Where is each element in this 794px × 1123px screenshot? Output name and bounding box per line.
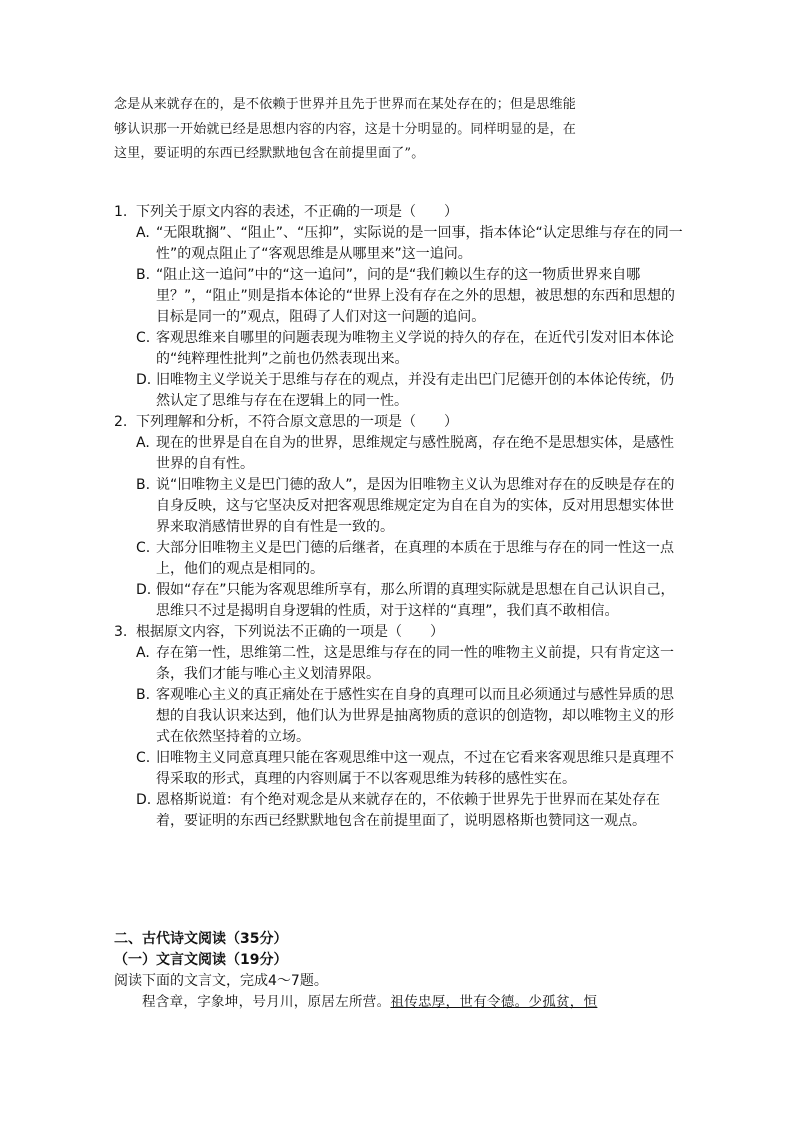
intro-line: 念是从来就存在的，是不依赖于世界并且先于世界而在某处存在的；但是思维能 [114,97,577,112]
question-stem [114,202,686,223]
passage-text: 程含章，字象坤，号月川，原居左所营。 [142,994,391,1010]
question-3 [114,622,686,832]
option-letter: C. [136,330,151,346]
option-d [114,580,686,622]
option-c [114,538,686,580]
option-d [114,790,686,832]
section-heading: 二、古代诗文阅读（35分） [114,931,288,947]
option-letter: A. [136,435,150,451]
option-letter: D. [136,372,152,388]
intro-line: 够认识那一开始就已经是思想内容的内容，这是十分明显的。同样明显的是，在 [114,121,577,137]
intro-paragraph [114,93,686,167]
option-text: “阻止这一追问”中的“这一追问”，问的是“我们赖以生存的这一物质世界来自哪里？”，“阻止”则是指本体论的“世界上没有存在之外的思想，被思想的东西和思想的目标是同一的”观点，阻碍了人们对这一问题的追问。 [156,267,676,325]
option-a [114,223,686,265]
option-c [114,748,686,790]
option-letter: B. [136,477,151,493]
section-subheading: （一）文言文阅读（19分） [114,952,288,968]
option-d [114,370,686,412]
option-letter: C. [136,750,151,766]
option-letter: A. [136,645,150,661]
option-b [114,685,686,748]
question-number: 2. [114,414,128,430]
option-text: 大部分旧唯物主义是巴门德的后继者，在真理的本质在于思维与存在的同一性这一点上，他们的观点是相同的。 [156,540,674,577]
question-2 [114,412,686,622]
option-text: 客观思维来自哪里的问题表现为唯物主义学说的持久的存在，在近代引发对旧本体论的“纯粹理性批判”之前也仍然表现出来。 [156,330,674,367]
classical-reading-section [114,929,694,1013]
option-text: 说“旧唯物主义是巴门德的敌人”，是因为旧唯物主义认为思维对存在的反映是存在的自身反映，这与它坚决反对把客观思维规定定为自在自为的实体，反对用思想实体世界来取消感情世界的自有性是一致的。 [156,477,675,535]
section-instruction: 阅读下面的文言文，完成4～7题。 [114,973,328,989]
question-1 [114,202,686,412]
option-text: 旧唯物主义学说关于思维与存在的观点，并没有走出巴门尼德开创的本体论传统，仍然认定了思维与存在在逻辑上的同一性。 [156,372,674,409]
option-text: “无限耽搁”、“阻止”、“压抑”，实际说的是一回事，指本体论“认定思维与存在的同一性”的观点阻止了“客观思维是从哪里来”这一追问。 [156,225,683,262]
option-letter: C. [136,540,151,556]
option-letter: D. [136,582,152,598]
option-a [114,643,686,685]
option-b [114,265,686,328]
option-b [114,475,686,538]
option-letter: B. [136,267,151,283]
option-text: 恩格斯说道：有个绝对观念是从来就存在的，不依赖于世界先于世界而在某处存在着，要证明的东西已经默默地包含在前提里面了，说明恩格斯也赞同这一观点。 [156,792,660,829]
question-text: 下列关于原文内容的表述，不正确的一项是（ ） [136,204,458,220]
question-number: 1. [114,204,128,220]
questions-list [114,202,686,832]
passage-underlined-text: 祖传忠厚，世有令德。少孤贫，恒 [390,994,598,1010]
question-number: 3. [114,624,128,640]
option-text: 客观唯心主义的真正痛处在于感性实在自身的真理可以而且必须通过与感性异质的思想的自我认识来达到，他们认为世界是抽离物质的意识的创造物，却以唯物主义的形式在依然坚持着的立场。 [156,687,674,745]
option-text: 现在的世界是自在自为的世界，思维规定与感性脱离，存在绝不是思想实体，是感性世界的自有性。 [156,435,674,472]
option-letter: B. [136,687,151,703]
question-stem [114,412,686,433]
option-letter: D. [136,792,152,808]
option-text: 旧唯物主义同意真理只能在客观思维中这一观点，不过在它看来客观思维只是真理不得采取的形式，真理的内容则属于不以客观思维为转移的感性实在。 [156,750,674,787]
question-text: 下列理解和分析，不符合原文意思的一项是（ ） [136,414,458,430]
option-a [114,433,686,475]
option-c [114,328,686,370]
question-stem [114,622,686,643]
intro-line: 这里，要证明的东西已经默默地包含在前提里面了”。 [114,146,425,161]
option-letter: A. [136,225,150,241]
option-text: 存在第一性，思维第二性，这是思维与存在的同一性的唯物主义前提，只有肯定这一条，我们才能与唯心主义划清界限。 [156,645,674,682]
passage-first-line [114,992,694,1013]
option-text: 假如“存在”只能为客观思维所享有，那么所谓的真理实际就是思想在自己认识自己，思维只不过是揭明自身逻辑的性质，对于这样的“真理”，我们真不敢相信。 [156,582,675,619]
question-text: 根据原文内容，下列说法不正确的一项是（ ） [136,624,444,640]
